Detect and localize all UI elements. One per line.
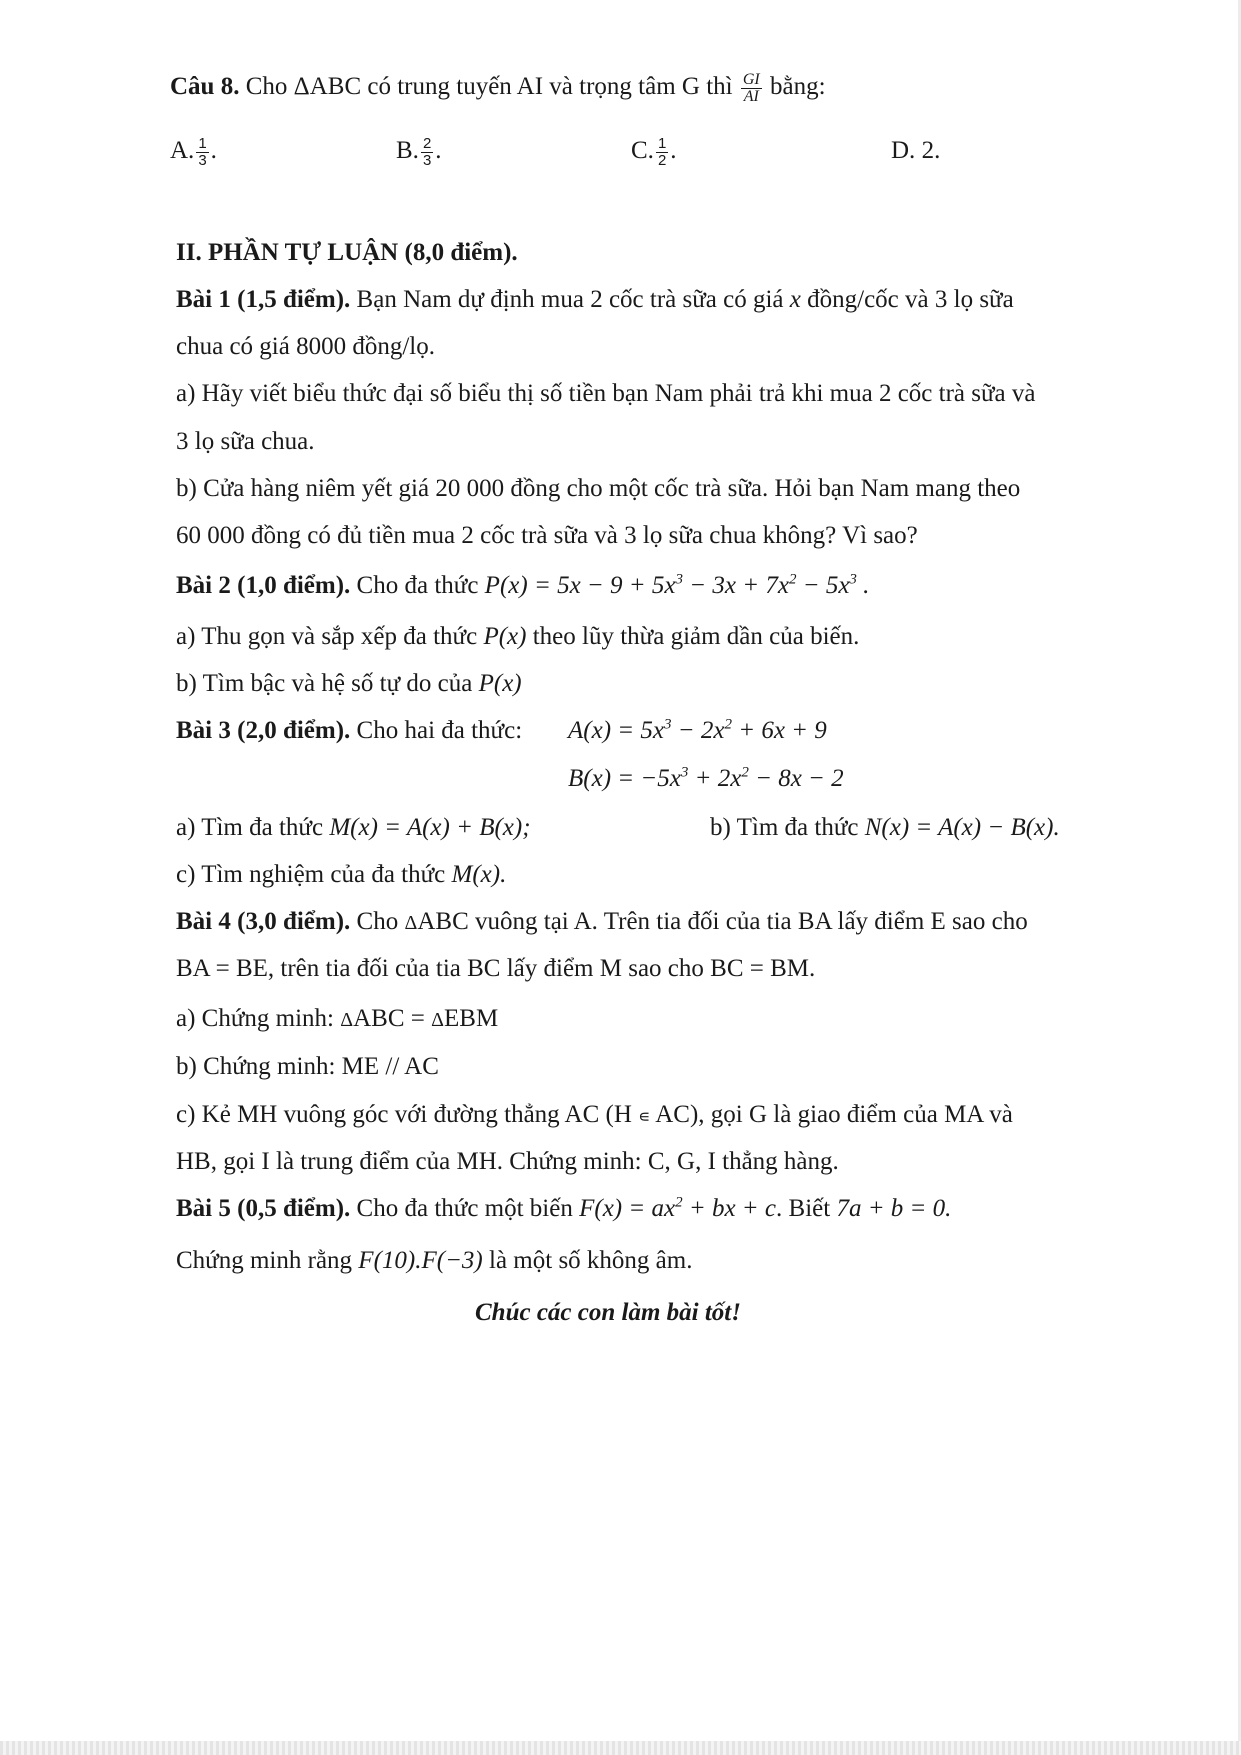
triangle-symbol: Δ	[340, 1009, 354, 1031]
bai2-line1: Bài 2 (1,0 điểm). Cho đa thức $P(x) = 5x - 9 + 5x^3 - 3x + 7x^2 - 5x^3$ .	[176, 571, 870, 599]
option-d: D. 2.	[891, 137, 941, 164]
polynomial-p: $P(x) = 5x - 9 + 5x^3 - 3x + 7x^2 - 5x^3$ .	[484, 571, 870, 599]
bai2-a: a) Thu gọn và sắp xếp đa thức P(x) theo lũy thừa giảm dần của biến.	[176, 623, 860, 650]
question-8: Câu 8. Cho ΔABC có trung tuyến AI và trọng tâm G thì $\frac{GI}{AI}$ bằng:	[170, 71, 826, 105]
bai4-b: b) Chứng minh: ME // AC	[176, 1053, 439, 1080]
bai1-b-line2: 60 000 đồng có đủ tiền mua 2 cốc trà sữa và 3 lọ sữa chua không? Vì sao?	[176, 522, 918, 549]
bai4-line1: Bài 4 (3,0 điểm). Cho ΔABC vuông tại A. Trên tia đối của tia BA lấy điểm E sao cho	[176, 908, 1028, 935]
option-c: C. $\frac{1}{2}$ .	[631, 135, 677, 169]
triangle-symbol: Δ	[431, 1009, 444, 1031]
bai3-line1: Bài 3 (2,0 điểm). Cho hai đa thức:	[176, 717, 523, 744]
bai5-line1: Bài 5 (0,5 điểm). Cho đa thức một biến $F(x) = ax^2$ + bx + c. Biết 7a + b = 0.	[176, 1194, 952, 1222]
closing-message: Chúc các con làm bài tốt!	[475, 1299, 741, 1326]
bai4-line2: BA = BE, trên tia đối của tia BC lấy điểm M sao cho BC = BM.	[176, 955, 816, 982]
polynomial-b: $B(x) = -5x^3 + 2x^2 - 8x - 2$	[568, 764, 844, 792]
bai4-a: a) Chứng minh: ΔABC = ΔEBM	[176, 1005, 499, 1032]
bai3-a: a) Tìm đa thức M(x) = A(x) + B(x);	[176, 814, 531, 841]
bai1-a-line1: a) Hãy viết biểu thức đại số biểu thị số tiền bạn Nam phải trả khi mua 2 cốc trà sữa và	[176, 380, 1036, 407]
bai4-c-line1: c) Kẻ MH vuông góc với đường thẳng AC (H ∊ AC), gọi G là giao điểm của MA và	[176, 1101, 1013, 1128]
bai1-line1: Bài 1 (1,5 điểm). Bạn Nam dự định mua 2 cốc trà sữa có giá x đồng/cốc và 3 lọ sữa	[176, 286, 1014, 313]
element-of-symbol: ∊	[638, 1107, 651, 1126]
bai1-b-line1: b) Cửa hàng niêm yết giá 20 000 đồng cho một cốc trà sữa. Hỏi bạn Nam mang theo	[176, 475, 1021, 502]
triangle-symbol: Δ	[293, 73, 310, 101]
bai5-line2: Chứng minh rằng F(10).F(−3) là một số không âm.	[176, 1247, 693, 1274]
option-b: B. $\frac{2}{3}$ .	[396, 135, 442, 169]
bai4-c-line2: HB, gọi I là trung điểm của MH. Chứng minh: C, G, I thẳng hàng.	[176, 1148, 839, 1175]
fraction-gi-ai: $\frac{GI}{AI}$	[742, 71, 760, 105]
bai2-b: b) Tìm bậc và hệ số tự do của P(x)	[176, 670, 522, 697]
bai3-c: c) Tìm nghiệm của đa thức M(x).	[176, 861, 507, 888]
section-heading: II. PHẦN TỰ LUẬN (8,0 điểm).	[176, 239, 518, 266]
option-a: A. $\frac{1}{3}$ .	[170, 135, 217, 169]
bai1-a-line2: 3 lọ sữa chua.	[176, 428, 315, 455]
scan-bottom-strip	[0, 1741, 1241, 1755]
bai1-line2: chua có giá 8000 đồng/lọ.	[176, 333, 435, 360]
bai3-b: b) Tìm đa thức N(x) = A(x) − B(x).	[710, 814, 1060, 841]
triangle-symbol: Δ	[404, 912, 418, 934]
polynomial-a: $A(x) = 5x^3 - 2x^2 + 6x + 9$	[568, 716, 827, 744]
question-8-label: Câu 8.	[170, 73, 240, 101]
